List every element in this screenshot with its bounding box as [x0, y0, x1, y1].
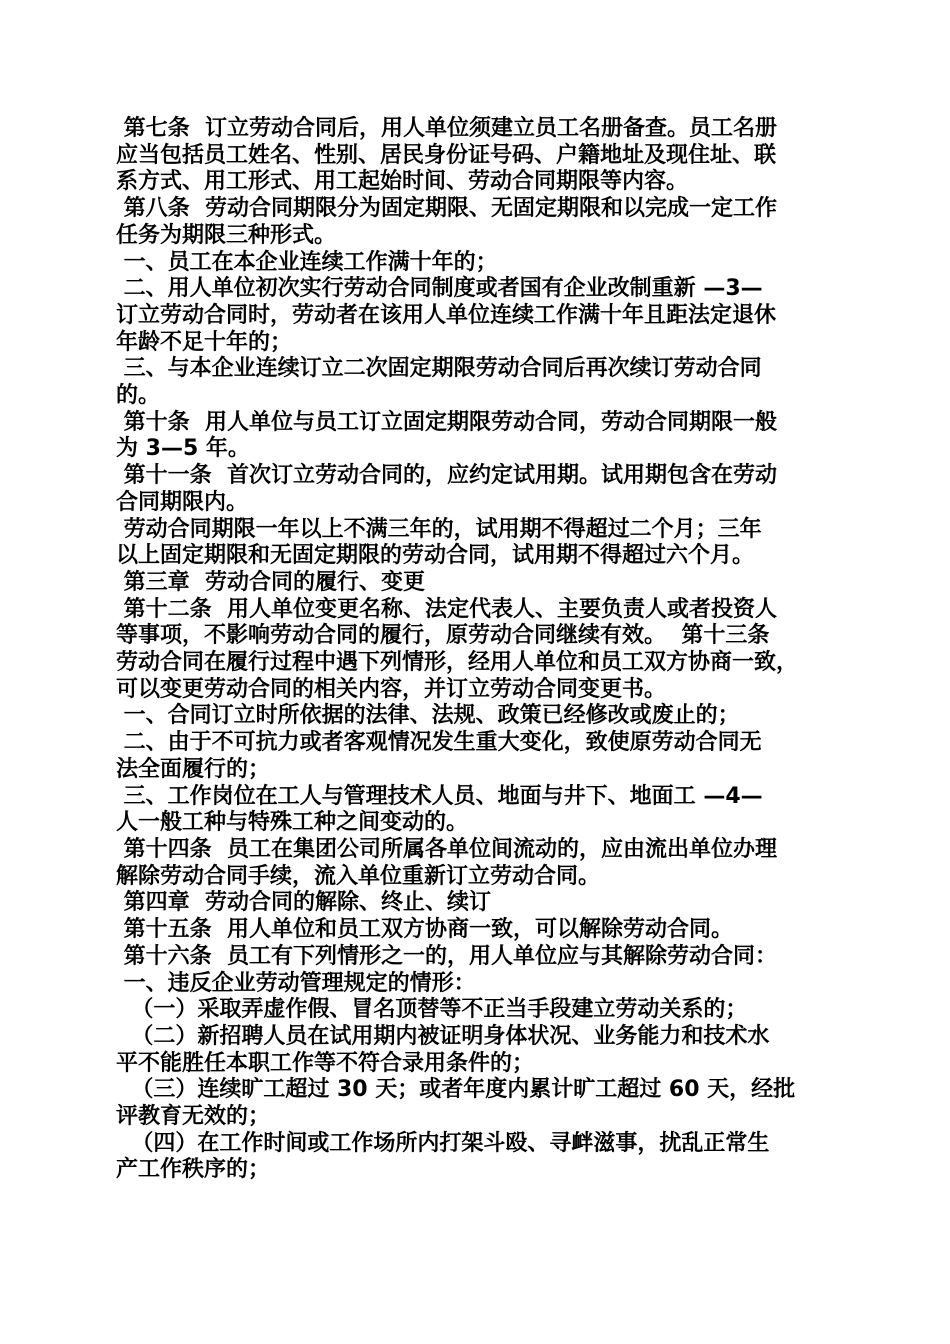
text-line: 第八条 劳动合同期限分为固定期限、无固定期限和以完成一定工作 — [116, 196, 777, 222]
text-line: （一）采取弄虚作假、冒名顶替等不正当手段建立劳动关系的； — [116, 997, 748, 1023]
document-body — [116, 116, 846, 1184]
text-line: 人一般工种与特殊工种之间变动的。 — [116, 810, 469, 836]
text-line: 第十六条 员工有下列情形之一的，用人单位应与其解除劳动合同： — [116, 943, 777, 969]
text-line: （二）新招聘人员在试用期内被证明身体状况、业务能力和技术水 — [116, 1023, 770, 1049]
text-line: 一、违反企业劳动管理规定的情形： — [116, 970, 476, 996]
text-line: 第十四条 员工在集团公司所属各单位间流动的，应由流出单位办理 — [116, 836, 777, 862]
text-line: 的。 — [116, 383, 161, 409]
text-line: 一、合同订立时所依据的法律、法规、政策已经修改或废止的； — [116, 703, 740, 729]
text-line: 第三章 劳动合同的履行、变更 — [116, 569, 425, 595]
text-line: （三）连续旷工超过 30 天；或者年度内累计旷工超过 60 天，经批 — [116, 1077, 796, 1103]
text-line: 等事项，不影响劳动合同的履行，原劳动合同继续有效。 第十三条 — [116, 623, 770, 649]
text-line: 合同期限内。 — [116, 489, 249, 515]
text-line: 第十二条 用人单位变更名称、法定代表人、主要负责人或者投资人 — [116, 596, 777, 622]
text-line: 一、员工在本企业连续工作满十年的； — [116, 249, 498, 275]
text-line: 产工作秩序的； — [116, 1157, 271, 1183]
text-line: 平不能胜任本职工作等不符合录用条件的； — [116, 1050, 535, 1076]
text-line: 订立劳动合同时，劳动者在该用人单位连续工作满十年且距法定退休 — [116, 302, 777, 328]
text-line: 可以变更劳动合同的相关内容，并订立劳动合同变更书。 — [116, 676, 667, 702]
text-line: 任务为期限三种形式。 — [116, 222, 337, 248]
text-line: 第七条 订立劳动合同后，用人单位须建立员工名册备查。员工名册 — [116, 116, 777, 141]
text-line: 第十条 用人单位与员工订立固定期限劳动合同，劳动合同期限一般 — [116, 409, 777, 435]
text-line: 第十一条 首次订立劳动合同的，应约定试用期。试用期包含在劳动 — [116, 463, 777, 489]
text-line: （四）在工作时间或工作场所内打架斗殴、寻衅滋事，扰乱正常生 — [116, 1130, 770, 1156]
text-line: 第四章 劳动合同的解除、终止、续订 — [116, 890, 491, 916]
text-line: 系方式、用工形式、用工起始时间、劳动合同期限等内容。 — [116, 169, 689, 195]
text-line: 三、与本企业连续订立二次固定期限劳动合同后再次续订劳动合同 — [116, 356, 762, 382]
text-line: 二、由于不可抗力或者客观情况发生重大变化，致使原劳动合同无 — [116, 730, 762, 756]
text-line: 应当包括员工姓名、性别、居民身份证号码、户籍地址及现住址、联 — [116, 142, 777, 168]
text-line: 二、用人单位初次实行劳动合同制度或者国有企业改制重新 —3— — [116, 276, 763, 302]
text-line: 劳动合同期限一年以上不满三年的，试用期不得超过二个月；三年 — [116, 516, 762, 542]
text-line: 以上固定期限和无固定期限的劳动合同，试用期不得超过六个月。 — [116, 543, 755, 569]
text-line: 为 3—5 年。 — [116, 436, 250, 462]
text-line: 三、工作岗位在工人与管理技术人员、地面与井下、地面工 —4— — [116, 783, 763, 809]
text-line: 劳动合同在履行过程中遇下列情形，经用人单位和员工双方协商一致， — [116, 650, 799, 676]
text-line: 评教育无效的； — [116, 1104, 271, 1130]
text-line: 第十五条 用人单位和员工双方协商一致，可以解除劳动合同。 — [116, 917, 733, 943]
text-line: 解除劳动合同手续，流入单位重新订立劳动合同。 — [116, 863, 601, 889]
text-line: 法全面履行的； — [116, 756, 271, 782]
text-line: 年龄不足十年的； — [116, 329, 293, 355]
